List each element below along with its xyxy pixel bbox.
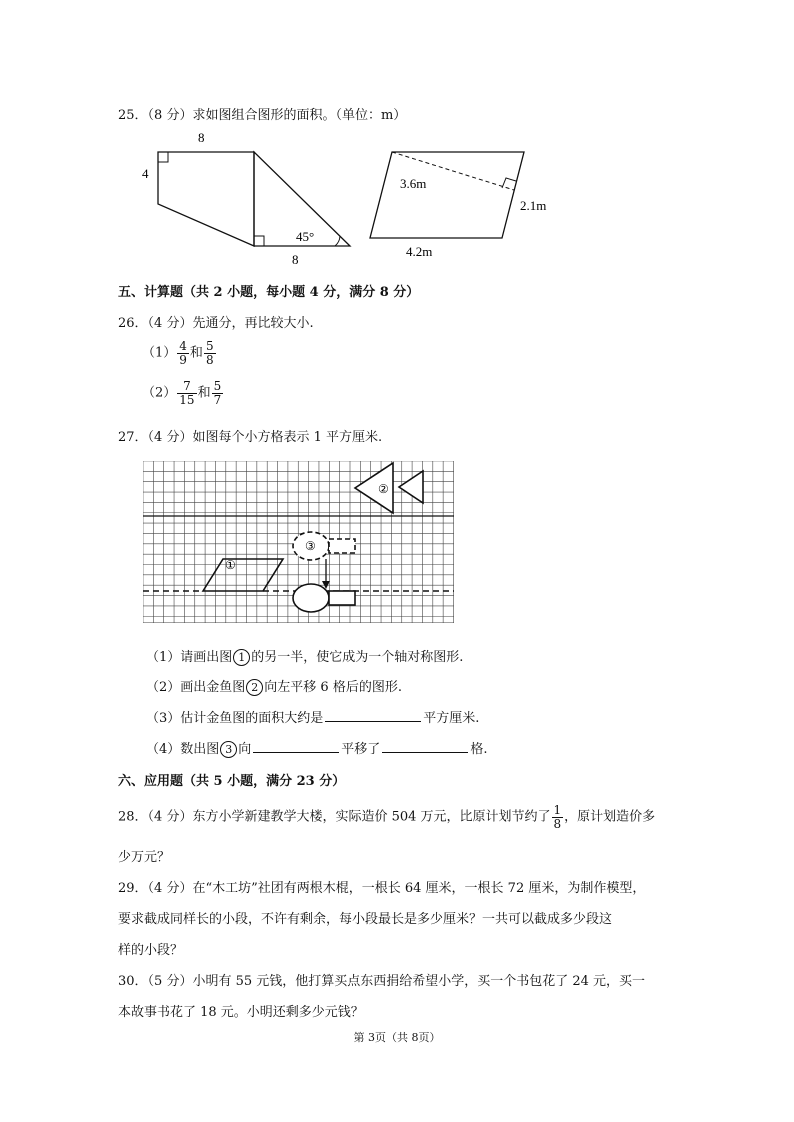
q26-part2: （2） $\frac{7}{15}$ 和 $\frac{5}{7}$ — [142, 379, 222, 407]
q27-part2: （2）画出金鱼图 2 向左平移 6 格后的图形. — [146, 680, 402, 695]
answer-blank[interactable] — [382, 740, 468, 753]
q27-part3: （3）估计金鱼图的面积大约是 平方厘米. — [146, 711, 480, 726]
q25-fig2-bottom-label: 4.2m — [406, 244, 433, 259]
q26-p2-frac-a: $\frac{7}{15}$ — [179, 379, 195, 407]
q27-circled-2: 2 — [246, 679, 263, 696]
q29-line1: 29．（4 分）在“木工坊”社团有两根木棍，一根长 64 厘米，一根长 72 厘米，为制作模型， — [118, 881, 646, 896]
q27-label-2: ② — [378, 482, 389, 496]
q29-line2: 要求截成同样长的小段，不许有剩余，每小段最长是多少厘米？一共可以截成多少段这 — [118, 912, 613, 927]
q26-p2-frac-b: $\frac{5}{7}$ — [213, 379, 222, 407]
page-footer: 第 3页（共 8页） — [353, 1031, 441, 1044]
q26-part1: （1） $\frac{4}{9}$ 和 $\frac{5}{8}$ — [142, 339, 214, 367]
q28-fraction: $\frac{1}{8}$ — [553, 803, 562, 831]
q26-p1-frac-b: $\frac{5}{8}$ — [205, 339, 214, 367]
q27-circled-1: 1 — [233, 649, 250, 666]
q26-p1-label: （1） — [142, 345, 177, 361]
q27-label-1: ① — [225, 558, 236, 572]
q27-part1: （1）请画出图 1 的另一半，使它成为一个轴对称图形. — [146, 650, 464, 665]
q27-label-3: ③ — [305, 539, 316, 553]
q25-fig1-left-label: 4 — [142, 166, 149, 181]
q25-fig1-top-label: 8 — [198, 130, 205, 145]
q26-p1-frac-a: $\frac{4}{9}$ — [179, 339, 187, 367]
q25-fig2-side-label: 2.1m — [520, 198, 547, 213]
q25-fig2-inner-label: 3.6m — [400, 176, 427, 191]
q26-text: 26．（4 分）先通分，再比较大小. — [118, 316, 314, 331]
q29-line3: 样的小段？ — [118, 943, 184, 958]
q27-part4: （4）数出图 3 向 平移了 格. — [146, 742, 488, 757]
q28-line2: 少万元？ — [118, 850, 171, 865]
q27-shape-3 — [293, 584, 329, 612]
q27-circled-3: 3 — [220, 741, 237, 758]
q30-line2: 本故事书花了 18 元。小明还剩多少元钱？ — [118, 1005, 364, 1020]
q27-grid-figure — [143, 461, 454, 623]
q25-figures — [130, 128, 570, 268]
q25-composite-figure — [142, 130, 350, 267]
q25-fig1-angle-label: 45° — [296, 229, 315, 244]
q27-text: 27．（4 分）如图每个小方格表示 1 平方厘米. — [118, 430, 383, 445]
q25-fig1-bottom-label: 8 — [292, 252, 299, 267]
q28-line1: 28．（4 分）东方小学新建教学大楼，实际造价 504 万元，比原计划节约了 $\frac{1}{8}$ ，原计划造价多 — [118, 803, 656, 831]
q30-line1: 30．（5 分）小明有 55 元钱，他打算买点东西捐给希望小学，买一个书包花了 24 元，买一 — [118, 974, 646, 989]
answer-blank[interactable] — [253, 740, 339, 753]
q26-p2-label: （2） — [142, 385, 177, 401]
q25-text: 25．（8 分）求如图组合图形的面积。（单位：m） — [118, 108, 407, 123]
section5-title: 五、计算题（共 2 小题，每小题 4 分，满分 8 分） — [118, 285, 420, 300]
q25-parallelogram-figure — [370, 152, 546, 259]
answer-blank[interactable] — [325, 709, 421, 722]
section6-title: 六、应用题（共 5 小题，满分 23 分） — [118, 774, 346, 789]
